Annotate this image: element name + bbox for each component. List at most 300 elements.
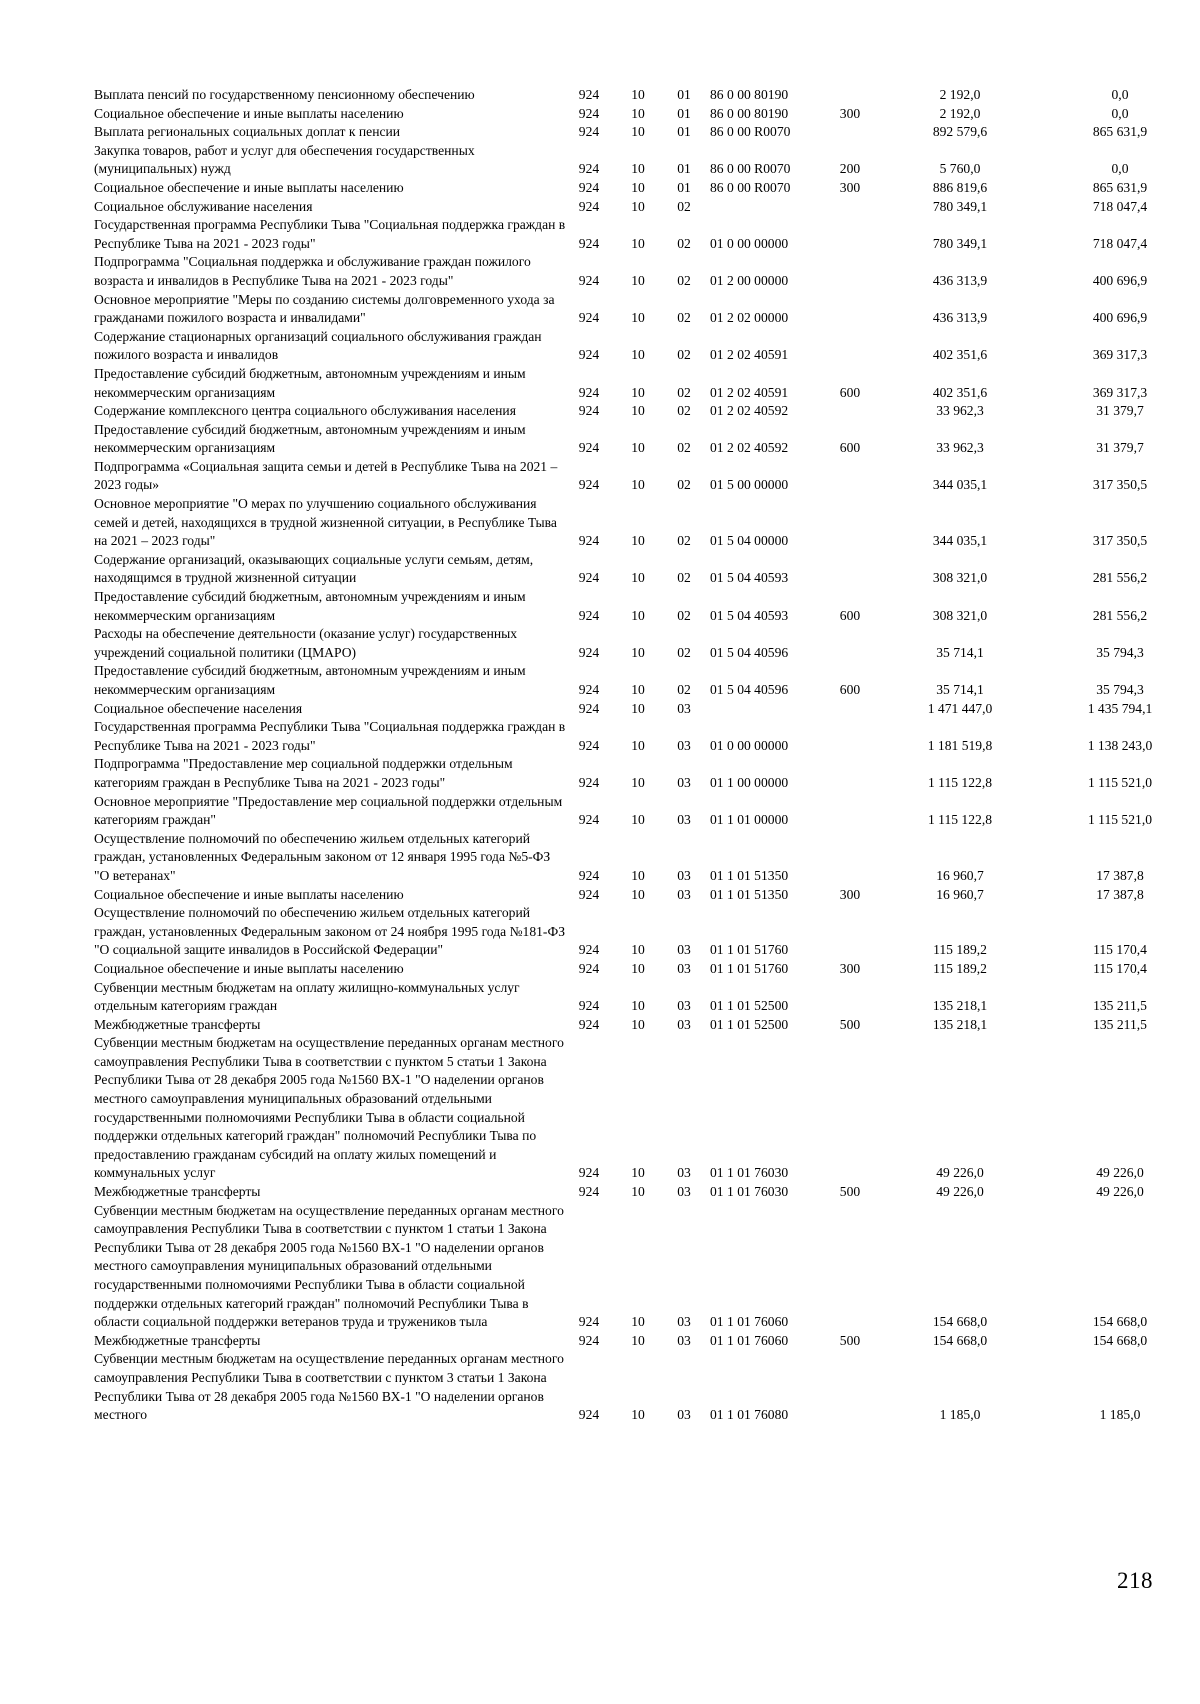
- row-pr-code: 02: [677, 570, 691, 586]
- table-row: [0, 588, 1200, 625]
- row-rz-code: 10: [631, 682, 645, 697]
- row-amount-2: 31 379,7: [1096, 403, 1144, 419]
- row-pr-code: 03: [677, 886, 691, 902]
- row-vr-code: [820, 1202, 880, 1332]
- row-vr-code: [820, 216, 880, 253]
- row-gr-code: 924: [578, 384, 600, 400]
- row-gr-code: 924: [578, 403, 600, 419]
- row-vr-code: [820, 123, 880, 142]
- row-amount-1: 1 115 122,8: [927, 774, 993, 790]
- row-vr-code: [820, 793, 880, 830]
- row-rz-code: 10: [631, 1407, 645, 1423]
- row-vr-code: [820, 979, 880, 1016]
- row-rz-code: 10: [631, 403, 645, 419]
- row-rz-code: 10: [631, 700, 645, 716]
- row-vr-code: [820, 198, 880, 217]
- row-vr-code: 300: [839, 179, 861, 195]
- row-amount-2: 17 387,8: [1096, 867, 1144, 883]
- table-row: [0, 830, 1200, 886]
- row-pr-code: 03: [677, 1016, 691, 1032]
- row-pr-code: 03: [677, 942, 691, 958]
- row-amount-2: 400 696,9: [1092, 272, 1148, 288]
- row-amount-2: 17 387,8: [1096, 886, 1144, 902]
- row-csr-code: 01 5 04 40593: [710, 570, 789, 586]
- row-rz-code: 10: [631, 998, 645, 1014]
- row-name: Закупка товаров, работ и услуг для обеспечения государственных (муниципальных) нужд: [94, 142, 475, 177]
- row-pr-code: 02: [677, 440, 691, 456]
- row-amount-1: 49 226,0: [936, 1184, 984, 1200]
- row-rz-code: 10: [631, 1314, 645, 1330]
- row-name: Осуществление полномочий по обеспечению жильем отдельных категорий граждан, установленных Федеральным законом от 12 января 1995 года №5-ФЗ "О ветеранах": [94, 830, 551, 883]
- row-amount-2: 35 794,3: [1096, 644, 1144, 660]
- row-name: Предоставление субсидий бюджетным, автономным учреждениям и иным некоммерческим организациям: [94, 589, 526, 623]
- row-vr-code: [820, 718, 880, 755]
- table-row: [0, 1350, 1200, 1424]
- row-vr-code: [820, 253, 880, 290]
- table-row: [0, 960, 1200, 979]
- row-amount-2: 154 668,0: [1092, 1332, 1148, 1348]
- row-amount-1: 16 960,7: [936, 886, 984, 902]
- row-vr-code: 300: [839, 886, 861, 902]
- row-vr-code: 300: [839, 960, 861, 976]
- row-amount-1: 308 321,0: [932, 570, 988, 586]
- row-vr-code: [820, 904, 880, 960]
- row-vr-code: 600: [839, 384, 861, 400]
- row-amount-2: 154 668,0: [1092, 1314, 1148, 1330]
- row-name: Субвенции местным бюджетам на оплату жилищно-коммунальных услуг отдельным категориям граждан: [94, 979, 520, 1014]
- row-vr-code: 200: [839, 161, 861, 177]
- row-pr-code: 03: [677, 812, 691, 828]
- table-row: [0, 123, 1200, 142]
- row-csr-code: 01 1 01 51350: [710, 886, 789, 902]
- row-csr-code: 01 2 02 40591: [710, 384, 789, 400]
- row-vr-code: [820, 495, 880, 551]
- row-amount-1: 49 226,0: [936, 1165, 984, 1181]
- row-csr-code: 01 1 01 51760: [710, 942, 789, 958]
- row-gr-code: 924: [578, 198, 600, 214]
- row-amount-1: 35 714,1: [936, 644, 984, 660]
- row-amount-1: 16 960,7: [936, 867, 984, 883]
- row-pr-code: 02: [677, 403, 691, 419]
- row-vr-code: 600: [839, 682, 861, 697]
- row-csr-code: 86 0 00 80190: [710, 87, 789, 102]
- row-csr-code: 01 2 02 00000: [710, 310, 789, 326]
- row-rz-code: 10: [631, 1332, 645, 1348]
- row-gr-code: 924: [578, 644, 600, 660]
- row-pr-code: 02: [677, 310, 691, 326]
- row-name: Межбюджетные трансферты: [94, 1332, 261, 1348]
- row-gr-code: 924: [578, 87, 600, 102]
- row-name: Основное мероприятие "Предоставление мер социальной поддержки отдельным категориям граждан": [94, 793, 563, 828]
- row-amount-2: 135 211,5: [1093, 1016, 1147, 1032]
- row-gr-code: 924: [578, 886, 600, 902]
- row-rz-code: 10: [631, 1165, 645, 1181]
- row-rz-code: 10: [631, 960, 645, 976]
- row-csr-code: 01 5 04 00000: [710, 533, 789, 549]
- row-amount-2: 115 170,4: [1093, 960, 1147, 976]
- row-gr-code: 924: [578, 310, 600, 326]
- row-rz-code: 10: [631, 570, 645, 586]
- row-vr-code: [820, 625, 880, 662]
- row-gr-code: 924: [578, 347, 600, 363]
- row-vr-code: [820, 830, 880, 886]
- row-csr-code: 01 0 00 00000: [710, 737, 789, 753]
- row-rz-code: 10: [631, 774, 645, 790]
- row-amount-1: 344 035,1: [932, 477, 988, 493]
- budget-table: [0, 86, 1200, 1425]
- row-vr-code: [820, 458, 880, 495]
- table-row: [0, 421, 1200, 458]
- row-vr-code: 600: [839, 607, 861, 623]
- row-pr-code: 03: [677, 700, 691, 716]
- row-pr-code: 03: [677, 737, 691, 753]
- row-rz-code: 10: [631, 198, 645, 214]
- row-pr-code: 01: [677, 124, 691, 140]
- row-vr-code: [820, 86, 880, 105]
- row-rz-code: 10: [631, 179, 645, 195]
- row-csr-code: 01 1 01 76080: [710, 1407, 789, 1423]
- row-gr-code: 924: [578, 161, 600, 177]
- row-amount-1: 2 192,0: [939, 105, 981, 121]
- row-name: Социальное обслуживание населения: [94, 198, 313, 214]
- row-pr-code: 02: [677, 235, 691, 251]
- row-csr-code: 01 2 02 40592: [710, 403, 789, 419]
- row-gr-code: 924: [578, 700, 600, 716]
- row-rz-code: 10: [631, 105, 645, 121]
- row-amount-2: 49 226,0: [1096, 1165, 1144, 1181]
- row-vr-code: 500: [839, 1184, 861, 1200]
- row-name: Осуществление полномочий по обеспечению жильем отдельных категорий граждан, установленных Федеральным законом от 24 ноября 1995 года №181-ФЗ "О социальной защите инвалидов в Российской Федерации": [94, 905, 566, 958]
- row-rz-code: 10: [631, 942, 645, 958]
- row-rz-code: 10: [631, 533, 645, 549]
- row-csr-code: 01 2 02 40592: [710, 440, 789, 456]
- table-row: [0, 142, 1200, 179]
- row-amount-2: 1 138 243,0: [1087, 737, 1153, 753]
- table-row: [0, 402, 1200, 421]
- row-name: Предоставление субсидий бюджетным, автономным учреждениям и иным некоммерческим организациям: [94, 365, 526, 400]
- row-gr-code: 924: [578, 1184, 600, 1200]
- row-pr-code: 01: [677, 105, 691, 121]
- row-amount-1: 35 714,1: [936, 682, 984, 697]
- row-csr-code: 01 1 01 76030: [710, 1165, 789, 1181]
- table-row: [0, 793, 1200, 830]
- row-amount-1: 402 351,6: [932, 347, 988, 363]
- row-amount-2: 135 211,5: [1093, 998, 1147, 1014]
- table-row: [0, 904, 1200, 960]
- row-pr-code: 01: [677, 161, 691, 177]
- row-rz-code: 10: [631, 1184, 645, 1200]
- row-amount-1: 115 189,2: [933, 960, 987, 976]
- row-amount-1: 436 313,9: [932, 310, 988, 326]
- row-pr-code: 02: [677, 682, 691, 697]
- row-name: Выплата пенсий по государственному пенсионному обеспечению: [94, 87, 475, 102]
- row-gr-code: 924: [578, 477, 600, 493]
- row-name: Содержание стационарных организаций социального обслуживания граждан пожилого возраста и инвалидов: [94, 328, 542, 363]
- row-pr-code: 02: [677, 272, 691, 288]
- row-name: Социальное обеспечение и иные выплаты населению: [94, 179, 404, 195]
- row-rz-code: 10: [631, 867, 645, 883]
- row-amount-1: 135 218,1: [932, 998, 988, 1014]
- row-rz-code: 10: [631, 347, 645, 363]
- table-row: [0, 495, 1200, 551]
- row-pr-code: 01: [677, 179, 691, 195]
- row-csr-code: 01 5 04 40593: [710, 607, 789, 623]
- row-gr-code: 924: [578, 867, 600, 883]
- row-csr-code: 01 1 01 51350: [710, 867, 789, 883]
- row-amount-1: 344 035,1: [932, 533, 988, 549]
- row-amount-2: 369 317,3: [1092, 384, 1148, 400]
- row-amount-1: 436 313,9: [932, 272, 988, 288]
- table-row: [0, 198, 1200, 217]
- row-amount-1: 402 351,6: [932, 384, 988, 400]
- row-amount-2: 0,0: [1111, 87, 1129, 102]
- row-csr-code: 86 0 00 R0070: [710, 179, 791, 195]
- table-row: [0, 1202, 1200, 1332]
- table-row: [0, 105, 1200, 124]
- row-rz-code: 10: [631, 87, 645, 102]
- row-name: Подпрограмма "Предоставление мер социальной поддержки отдельным категориям граждан в Республике Тыва на 2021 - 2023 годы": [94, 756, 513, 790]
- row-pr-code: 01: [677, 87, 691, 102]
- row-vr-code: [820, 328, 880, 365]
- row-csr-code: 01 1 01 52500: [710, 998, 789, 1014]
- row-name: Подпрограмма "Социальная поддержка и обслуживание граждан пожилого возраста и инвалидов в Республике Тыва на 2021 - 2023 годы": [94, 254, 531, 288]
- table-row: [0, 365, 1200, 402]
- table-row: [0, 253, 1200, 290]
- row-pr-code: 02: [677, 607, 691, 623]
- table-row: [0, 458, 1200, 495]
- row-amount-1: 135 218,1: [932, 1016, 988, 1032]
- row-rz-code: 10: [631, 124, 645, 140]
- row-name: Содержание организаций, оказывающих социальные услуги семьям, детям, находящимся в трудной жизненной ситуации: [94, 551, 534, 586]
- row-amount-1: 1 185,0: [939, 1407, 981, 1423]
- row-name: Выплата региональных социальных доплат к пенсии: [94, 124, 401, 140]
- row-amount-2: 718 047,4: [1092, 235, 1148, 251]
- row-pr-code: 02: [677, 644, 691, 660]
- row-csr-code: 86 0 00 80190: [710, 105, 789, 121]
- row-rz-code: 10: [631, 384, 645, 400]
- table-row: [0, 216, 1200, 253]
- page-number: 218: [1117, 1568, 1153, 1593]
- row-amount-1: 1 471 447,0: [927, 700, 993, 716]
- row-gr-code: 924: [578, 533, 600, 549]
- row-pr-code: 02: [677, 477, 691, 493]
- row-rz-code: 10: [631, 235, 645, 251]
- table-row: [0, 551, 1200, 588]
- row-rz-code: 10: [631, 812, 645, 828]
- row-amount-2: 317 350,5: [1092, 533, 1148, 549]
- row-amount-1: 1 115 122,8: [927, 812, 993, 828]
- row-pr-code: 02: [677, 198, 691, 214]
- row-name: Субвенции местным бюджетам на осуществление переданных органам местного самоуправления Республики Тыва в соответствии с пунктом 5 статьи 1 Закона Республики Тыва от 28 декабря 2005 года №1560 ВХ-1 "О наделении органов местного самоуправления муниципальных образований отдельными государственными полномочиями Республики Тыва в области социальной поддержки отдельных категорий граждан" полномочий Республики Тыва по предоставлению гражданам субсидий на оплату жилых помещений и коммунальных услуг: [94, 1035, 564, 1181]
- row-gr-code: 924: [578, 998, 600, 1014]
- row-csr-code: 01 1 00 00000: [710, 774, 789, 790]
- row-csr-code: 01 0 00 00000: [710, 235, 789, 251]
- row-csr-code: 01 1 01 76060: [710, 1332, 789, 1348]
- row-csr-code: 01 1 01 76060: [710, 1314, 789, 1330]
- row-csr-code: 01 2 00 00000: [710, 272, 789, 288]
- row-amount-2: 281 556,2: [1092, 607, 1148, 623]
- row-amount-1: 2 192,0: [939, 87, 981, 102]
- row-pr-code: 03: [677, 1332, 691, 1348]
- row-rz-code: 10: [631, 886, 645, 902]
- row-vr-code: 500: [839, 1332, 861, 1348]
- row-pr-code: 02: [677, 533, 691, 549]
- row-name: Государственная программа Республики Тыва "Социальная поддержка граждан в Республике Тыва на 2021 - 2023 годы": [94, 217, 566, 251]
- row-name: Расходы на обеспечение деятельности (оказание услуг) государственных учреждений социальной политики (ЦМАРО): [94, 626, 518, 660]
- row-pr-code: 03: [677, 998, 691, 1014]
- row-amount-2: 369 317,3: [1092, 347, 1148, 363]
- row-gr-code: 924: [578, 774, 600, 790]
- row-csr-code: 01 5 04 40596: [710, 644, 789, 660]
- row-gr-code: 924: [578, 570, 600, 586]
- table-row: [0, 1016, 1200, 1035]
- row-rz-code: 10: [631, 607, 645, 623]
- row-gr-code: 924: [578, 235, 600, 251]
- row-name: Основное мероприятие "Меры по созданию системы долговременного ухода за гражданами пожилого возраста и инвалидами": [94, 291, 555, 326]
- row-amount-1: 886 819,6: [932, 179, 988, 195]
- row-amount-1: 780 349,1: [932, 235, 988, 251]
- table-row: [0, 291, 1200, 328]
- row-name: Социальное обеспечение и иные выплаты населению: [94, 105, 404, 121]
- row-csr-code: 01 1 01 51760: [710, 960, 789, 976]
- row-amount-2: 31 379,7: [1096, 440, 1144, 456]
- row-amount-2: 35 794,3: [1096, 682, 1144, 697]
- row-amount-2: 1 115 521,0: [1087, 812, 1153, 828]
- row-rz-code: 10: [631, 644, 645, 660]
- row-pr-code: 03: [677, 1165, 691, 1181]
- row-csr-code: 01 1 01 76030: [710, 1184, 789, 1200]
- row-vr-code: [820, 755, 880, 792]
- row-rz-code: 10: [631, 272, 645, 288]
- table-row: [0, 328, 1200, 365]
- row-name: Межбюджетные трансферты: [94, 1184, 261, 1200]
- table-row: [0, 1034, 1200, 1183]
- row-amount-1: 33 962,3: [936, 403, 984, 419]
- row-gr-code: 924: [578, 179, 600, 195]
- row-gr-code: 924: [578, 737, 600, 753]
- table-row: [0, 979, 1200, 1016]
- row-csr-code: 01 5 04 40596: [710, 682, 789, 697]
- table-row: [0, 1332, 1200, 1351]
- row-gr-code: 924: [578, 1407, 600, 1423]
- row-name: Межбюджетные трансферты: [94, 1016, 261, 1032]
- row-vr-code: [820, 402, 880, 421]
- row-gr-code: 924: [578, 682, 600, 697]
- row-name: Субвенции местным бюджетам на осуществление переданных органам местного самоуправления Республики Тыва в соответствии с пунктом 1 статьи 1 Закона Республики Тыва от 28 декабря 2005 года №1560 ВХ-1 "О наделении органов местного самоуправления муниципальных образований отдельными государственными полномочиями Республики Тыва в области социальной поддержки отдельных категорий граждан" полномочий Республики Тыва в области социальной поддержки ветеранов труда и тружеников тыла: [94, 1202, 564, 1330]
- row-name: Предоставление субсидий бюджетным, автономным учреждениям и иным некоммерческим организациям: [94, 421, 526, 456]
- row-csr-code: 86 0 00 R0070: [710, 124, 791, 140]
- row-csr-code: [704, 700, 820, 719]
- row-amount-1: 1 181 519,8: [927, 737, 993, 753]
- row-amount-1: 5 760,0: [939, 161, 981, 177]
- row-amount-2: 1 435 794,1: [1087, 700, 1153, 716]
- row-vr-code: [820, 700, 880, 719]
- row-gr-code: 924: [578, 1016, 600, 1032]
- row-pr-code: 03: [677, 960, 691, 976]
- table-row: [0, 886, 1200, 905]
- row-pr-code: 02: [677, 384, 691, 400]
- row-csr-code: 01 1 01 52500: [710, 1016, 789, 1032]
- table-row: [0, 86, 1200, 105]
- row-amount-2: 49 226,0: [1096, 1184, 1144, 1200]
- row-csr-code: 01 1 01 00000: [710, 812, 789, 828]
- row-name: Социальное обеспечение и иные выплаты населению: [94, 960, 404, 976]
- row-amount-2: 281 556,2: [1092, 570, 1148, 586]
- row-csr-code: 01 5 00 00000: [710, 477, 789, 493]
- row-vr-code: 600: [839, 440, 861, 456]
- table-row: [0, 1183, 1200, 1202]
- row-amount-1: 154 668,0: [932, 1332, 988, 1348]
- row-rz-code: 10: [631, 161, 645, 177]
- row-name: Государственная программа Республики Тыва "Социальная поддержка граждан в Республике Тыва на 2021 - 2023 годы": [94, 719, 566, 753]
- row-pr-code: 03: [677, 774, 691, 790]
- row-name: Социальное обеспечение и иные выплаты населению: [94, 886, 404, 902]
- row-vr-code: 300: [839, 105, 861, 121]
- row-gr-code: 924: [578, 607, 600, 623]
- row-name: Субвенции местным бюджетам на осуществление переданных органам местного самоуправления Республики Тыва в соответствии с пунктом 3 статьи 1 Закона Республики Тыва от 28 декабря 2005 года №1560 ВХ-1 "О наделении органов местного: [94, 1351, 564, 1423]
- row-pr-code: 02: [677, 347, 691, 363]
- row-amount-2: 718 047,4: [1092, 198, 1148, 214]
- row-name: Основное мероприятие "О мерах по улучшению социального обслуживания семей и детей, находящихся в трудной жизненной ситуации, в Республике Тыва на 2021 – 2023 годы": [94, 496, 557, 549]
- row-vr-code: [820, 291, 880, 328]
- row-csr-code: 01 2 02 40591: [710, 347, 789, 363]
- row-gr-code: 924: [578, 105, 600, 121]
- row-gr-code: 924: [578, 1165, 600, 1181]
- row-amount-2: 865 631,9: [1092, 124, 1148, 140]
- row-gr-code: 924: [578, 812, 600, 828]
- row-gr-code: 924: [578, 942, 600, 958]
- row-rz-code: 10: [631, 1016, 645, 1032]
- row-csr-code: 86 0 00 R0070: [710, 161, 791, 177]
- row-gr-code: 924: [578, 272, 600, 288]
- table-row: [0, 179, 1200, 198]
- row-pr-code: 03: [677, 1184, 691, 1200]
- table-row: [0, 755, 1200, 792]
- row-amount-2: 0,0: [1111, 105, 1129, 121]
- row-amount-2: 115 170,4: [1093, 942, 1147, 958]
- row-amount-2: 865 631,9: [1092, 179, 1148, 195]
- row-name: Предоставление субсидий бюджетным, автономным учреждениям и иным некоммерческим организациям: [94, 663, 526, 697]
- table-row: [0, 625, 1200, 662]
- row-amount-1: 33 962,3: [936, 440, 984, 456]
- row-amount-1: 780 349,1: [932, 198, 988, 214]
- row-amount-1: 308 321,0: [932, 607, 988, 623]
- row-csr-code: [704, 198, 820, 217]
- row-amount-1: 154 668,0: [932, 1314, 988, 1330]
- row-amount-2: 1 185,0: [1099, 1407, 1141, 1423]
- row-name: Социальное обеспечение населения: [94, 700, 303, 716]
- table-row: [0, 662, 1200, 699]
- row-amount-2: 400 696,9: [1092, 310, 1148, 326]
- row-rz-code: 10: [631, 310, 645, 326]
- row-vr-code: 500: [839, 1016, 861, 1032]
- row-rz-code: 10: [631, 737, 645, 753]
- row-vr-code: [820, 551, 880, 588]
- row-pr-code: 03: [677, 1407, 691, 1423]
- row-gr-code: 924: [578, 440, 600, 456]
- row-amount-2: 1 115 521,0: [1087, 774, 1153, 790]
- row-name: Подпрограмма «Социальная защита семьи и детей в Республике Тыва на 2021 – 2023 годы»: [94, 458, 558, 493]
- row-amount-1: 115 189,2: [933, 942, 987, 958]
- row-pr-code: 03: [677, 1314, 691, 1330]
- row-amount-1: 892 579,6: [932, 124, 988, 140]
- row-amount-2: 317 350,5: [1092, 477, 1148, 493]
- row-gr-code: 924: [578, 1314, 600, 1330]
- table-row: [0, 718, 1200, 755]
- row-gr-code: 924: [578, 124, 600, 140]
- row-amount-2: 0,0: [1111, 161, 1129, 177]
- row-rz-code: 10: [631, 477, 645, 493]
